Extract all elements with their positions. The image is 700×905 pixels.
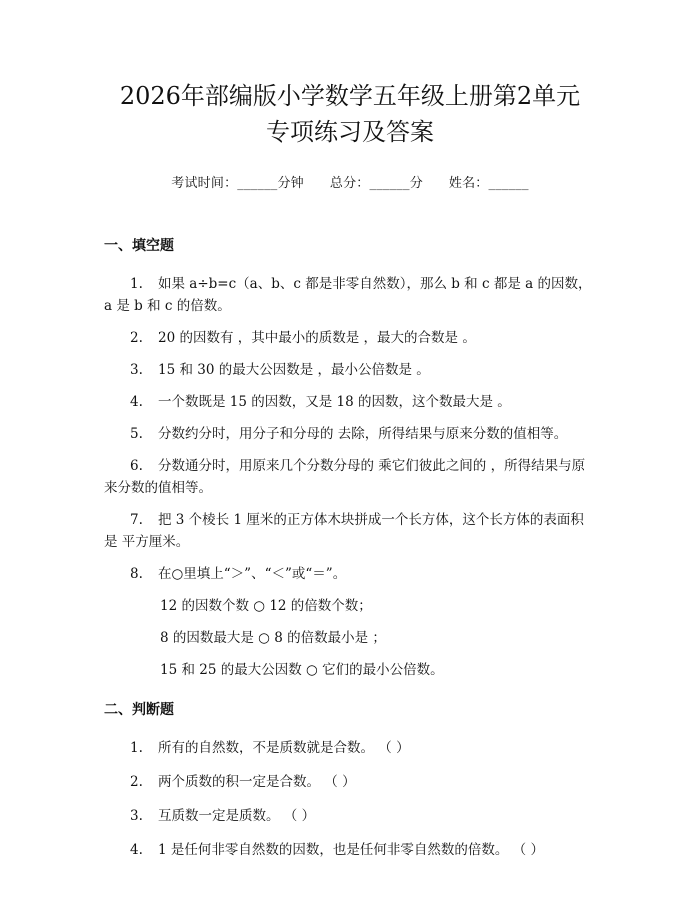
- question: 1. 如果 a÷b=c（a、b、c 都是非零自然数），那么 b 和 c 都是 a 的因数，a 是 b 和 c 的倍数。: [104, 276, 592, 314]
- question: 8. 在○里填上“＞”、“＜”或“＝”。: [130, 566, 347, 582]
- question: 3. 15 和 30 的最大公因数是 ，最小公倍数是 。: [130, 362, 430, 378]
- exam-name: 姓名：______: [448, 176, 529, 191]
- comparison-item: 15 和 25 的最大公因数 ○ 它们的最小公倍数。: [160, 662, 444, 678]
- comparison-item: 12 的因数个数 ○ 12 的倍数个数；: [160, 598, 372, 614]
- question: 6. 分数通分时，用原来几个分数分母的 乘它们彼此之间的 ，所得结果与原来分数的值相等。: [104, 458, 586, 496]
- question: 4. 一个数既是 15 的因数，又是 18 的因数，这个数最大是 。: [130, 394, 511, 410]
- question: 3. 互质数一定是质数。 （ ）: [130, 808, 316, 824]
- section-heading-judge: 二、判断题: [104, 702, 174, 718]
- question: 7. 把 3 个棱长 1 厘米的正方体木块拼成一个长方体，这个长方体的表面积是 平方厘米。: [104, 512, 584, 550]
- question: 2. 两个质数的积一定是合数。 （ ）: [130, 774, 356, 790]
- comparison-item: 8 的因数最大是 ○ 8 的倍数最小是 ；: [160, 630, 386, 646]
- question: 4. 1 是任何非零自然数的因数，也是任何非零自然数的倍数。 （ ）: [130, 842, 544, 858]
- document-title: [104, 78, 596, 150]
- title-line-2: 专项练习及答案: [266, 118, 434, 146]
- exam-time: 考试时间：______分钟: [171, 176, 304, 191]
- section-heading-fill: 一、填空题: [104, 238, 174, 254]
- title-line-1: 2026年部编版小学数学五年级上册第2单元: [119, 82, 581, 110]
- question: 5. 分数约分时，用分子和分母的 去除，所得结果与原来分数的值相等。: [130, 426, 568, 442]
- exam-score: 总分：______分: [329, 176, 423, 191]
- question: 2. 20 的因数有 ，其中最小的质数是 ，最大的合数是 。: [130, 330, 476, 346]
- exam-meta: [104, 172, 596, 191]
- question: 1. 所有的自然数，不是质数就是合数。 （ ）: [130, 740, 410, 756]
